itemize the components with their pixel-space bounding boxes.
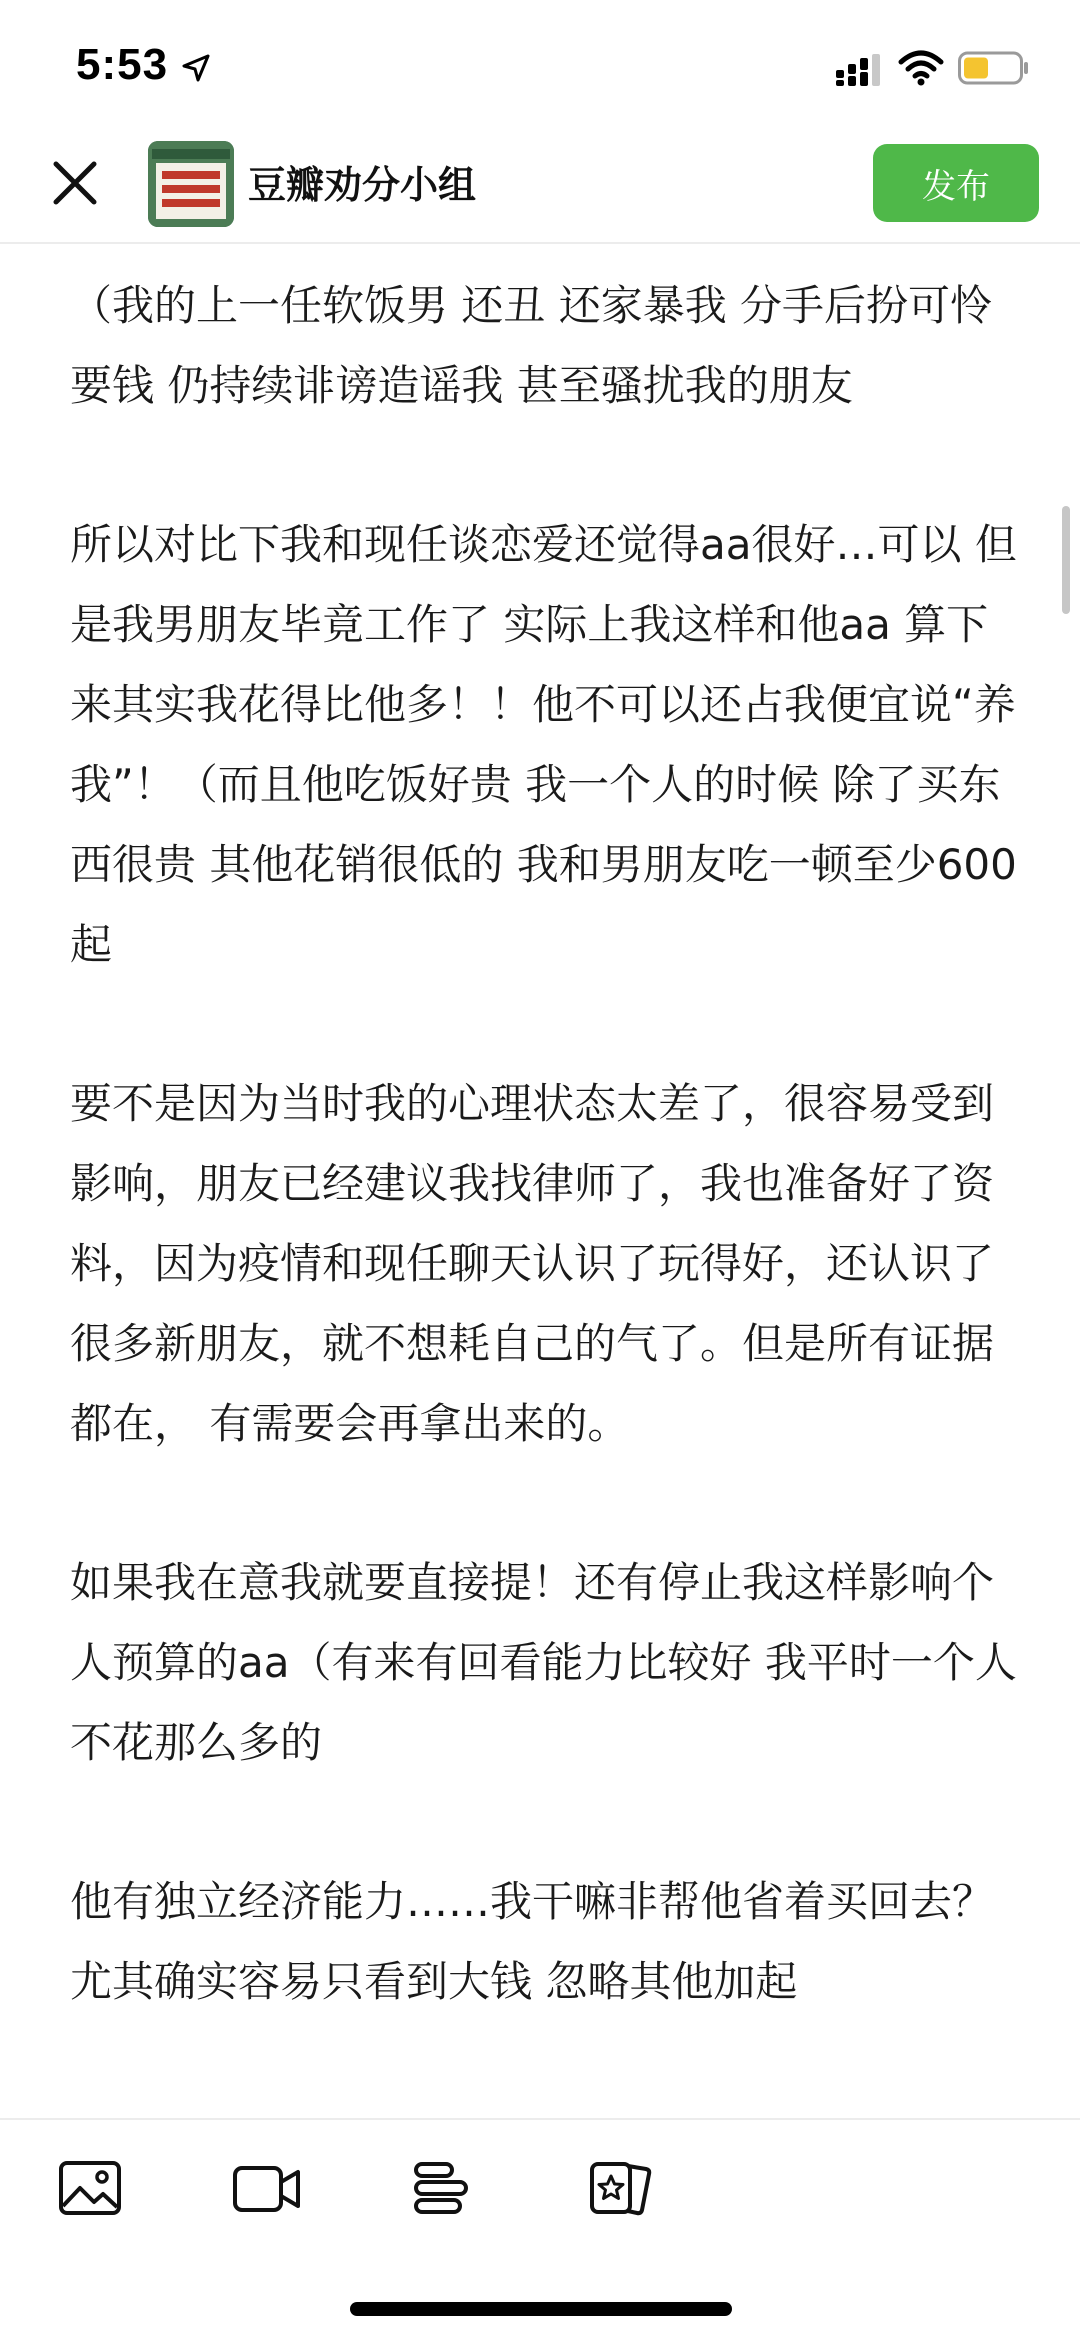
image-icon	[58, 2160, 122, 2218]
post-body[interactable]	[70, 266, 1020, 2101]
sticker-icon	[588, 2160, 654, 2218]
text-format-icon	[412, 2160, 472, 2218]
status-time: 5:53	[76, 40, 169, 89]
battery-icon	[958, 50, 1030, 86]
group-avatar[interactable]	[148, 141, 234, 227]
post-paragraph: 要不是因为当时我的心理状态太差了，很容易受到影响，朋友已经建议我找律师了，我也准备好了资料，因为疫情和现任聊天认识了玩得好，还认识了很多新朋友，就不想耗自己的气了。但是所有证据都在， 有需要会再拿出来的。	[70, 1079, 995, 1448]
post-editor-content[interactable]	[0, 246, 1080, 2118]
wifi-icon	[898, 50, 944, 86]
insert-image-button[interactable]	[58, 2160, 122, 2218]
post-paragraph: （我的上一任软饭男 还丑 还家暴我 分手后扮可怜要钱 仍持续诽谤造谣我 甚至骚扰我的朋友	[70, 281, 993, 410]
close-icon[interactable]	[50, 158, 100, 208]
post-paragraph: 如果我在意我就要直接提！还有停止我这样影响个人预算的aa（有来有回看能力比较好 我平时一个人不花那么多的	[70, 1558, 1017, 1767]
header	[0, 130, 1080, 244]
post-paragraph: 他有独立经济能力……我干嘛非帮他省着买回去？尤其确实容易只看到大钱 忽略其他加起	[70, 1877, 995, 2006]
insert-video-button[interactable]	[232, 2160, 302, 2218]
scrollbar-thumb[interactable]	[1062, 506, 1070, 614]
location-arrow-icon	[180, 52, 212, 84]
text-format-button[interactable]	[412, 2160, 472, 2218]
group-avatar-image	[148, 141, 234, 227]
sticker-button[interactable]	[588, 2160, 654, 2218]
publish-button[interactable]: 发布	[873, 144, 1039, 222]
post-paragraph: 所以对比下我和现任谈恋爱还觉得aa很好…可以 但是我男朋友毕竟工作了 实际上我这样和他aa 算下来其实我花得比他多！！他不可以还占我便宜说“养我”！（而且他吃饭好贵 我一个人的时候 除了买东西很贵 其他花销很低的 我和男朋友吃一顿至少600起	[70, 520, 1017, 969]
status-bar	[0, 0, 1080, 130]
video-icon	[232, 2160, 302, 2218]
cellular-signal-icon	[836, 54, 886, 86]
home-indicator	[350, 2302, 732, 2316]
group-title[interactable]: 豆瓣劝分小组	[248, 163, 477, 207]
